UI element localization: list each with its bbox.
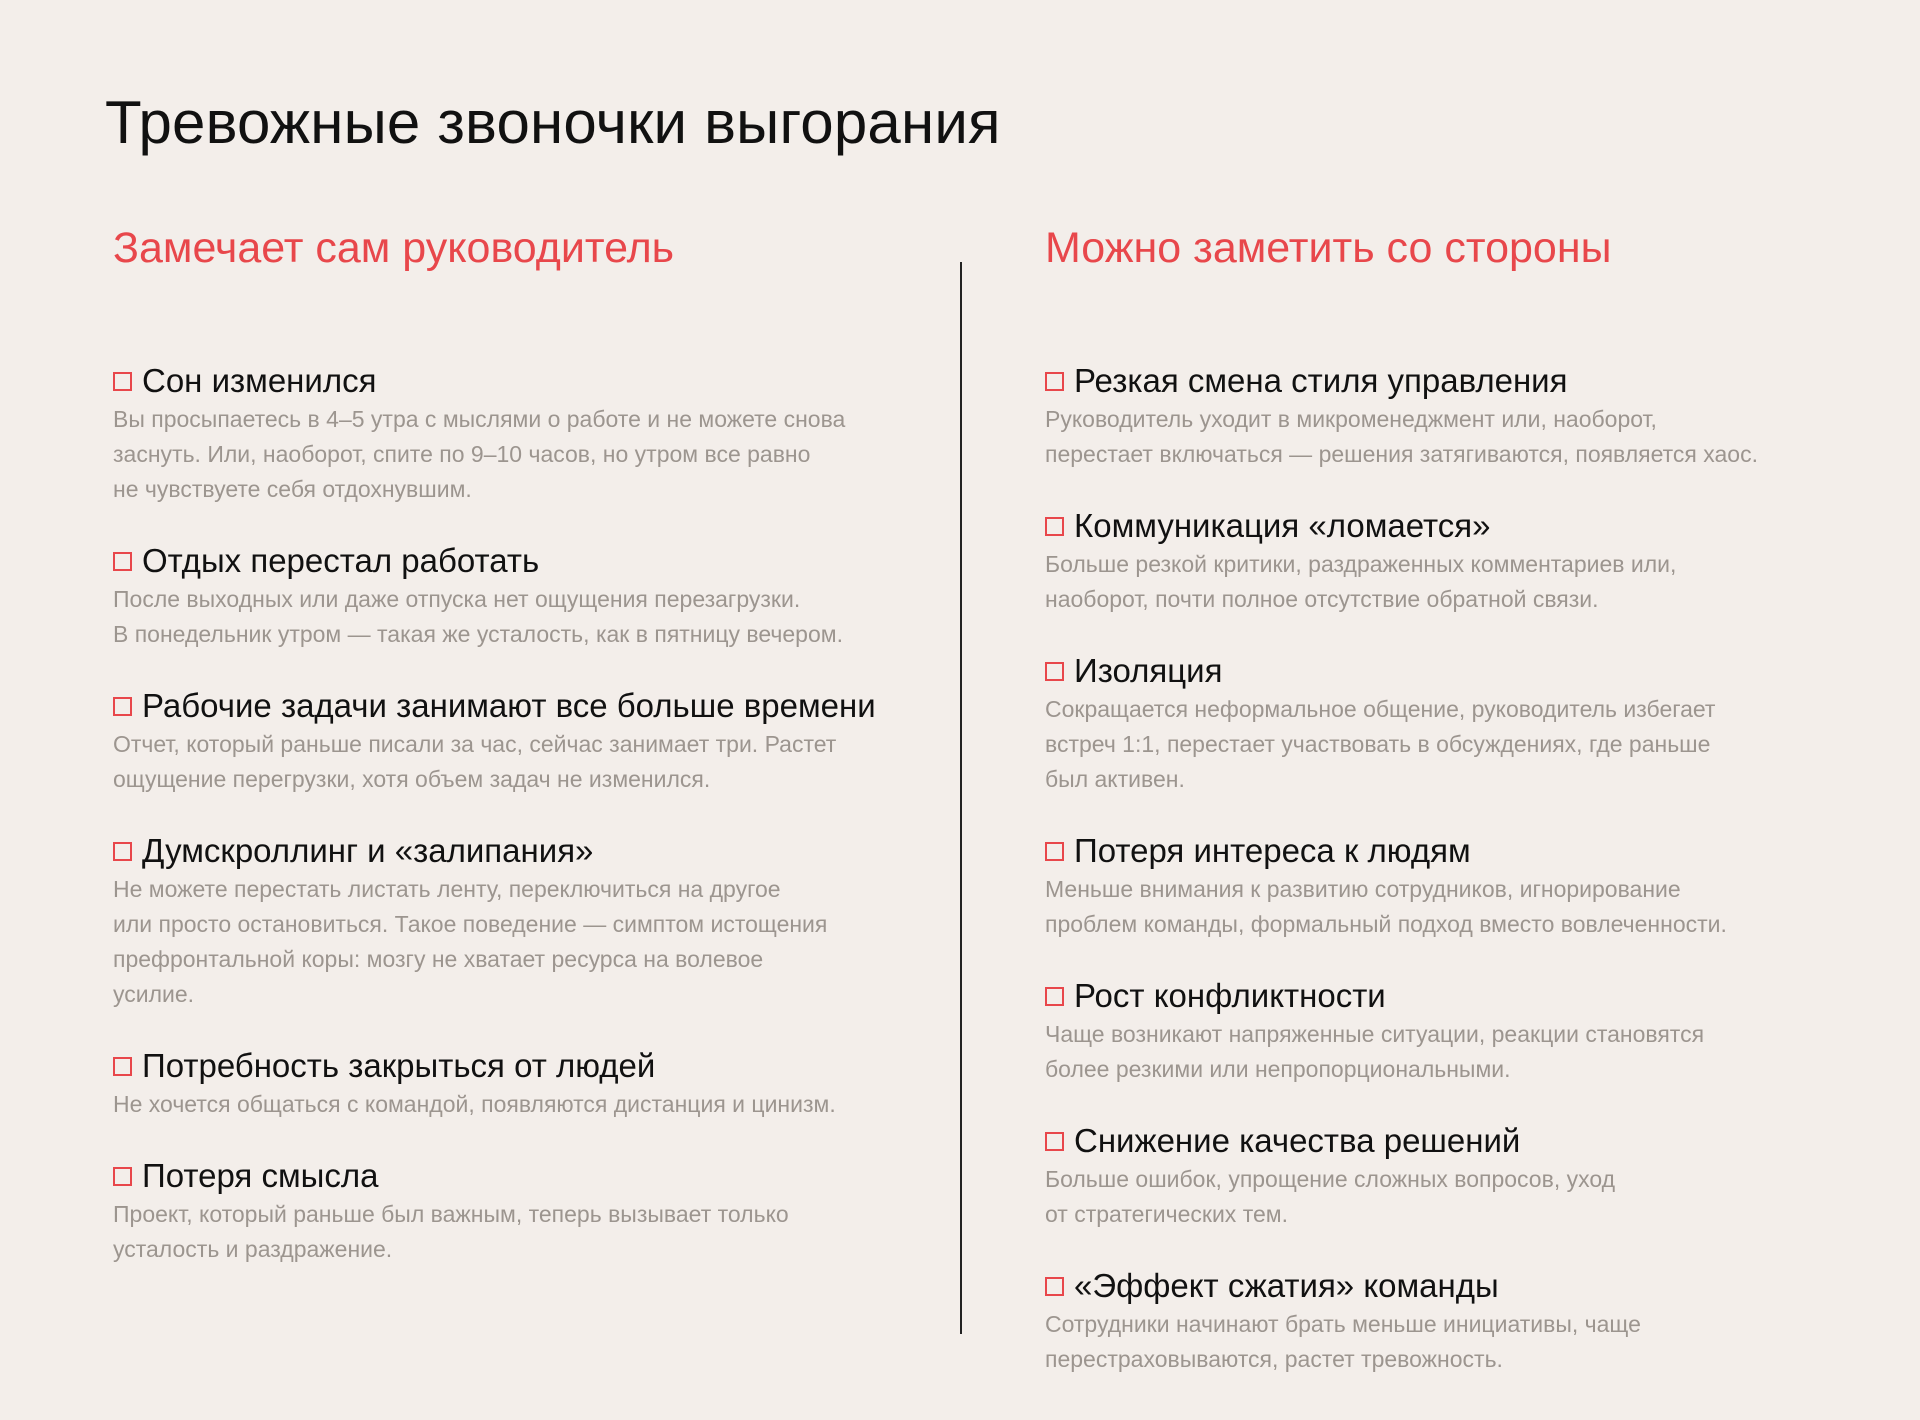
checkbox-icon[interactable] bbox=[1045, 842, 1064, 861]
checklist-item-title: Резкая смена стиля управления bbox=[1074, 362, 1568, 399]
checklist-item bbox=[1045, 832, 1885, 942]
checklist-item bbox=[1045, 652, 1885, 797]
checklist-item bbox=[1045, 1267, 1885, 1377]
checklist-item-description: Не можете перестать листать ленту, переключиться на другое или просто остановиться. Такое поведение — симптом истощения префронтальной коры: мозгу не хватает ресурса на волевое усилие. bbox=[113, 876, 828, 1007]
column-divider bbox=[960, 262, 962, 1334]
checkbox-icon[interactable] bbox=[113, 842, 132, 861]
checklist-item-title: Отдых перестал работать bbox=[142, 542, 540, 579]
checklist-item-title: Потребность закрыться от людей bbox=[142, 1047, 656, 1084]
checkbox-icon[interactable] bbox=[113, 1167, 132, 1186]
checkbox-icon[interactable] bbox=[113, 552, 132, 571]
checklist-item bbox=[113, 1157, 933, 1267]
checklist-item-title: Рабочие задачи занимают все больше времени bbox=[142, 687, 876, 724]
checklist-item bbox=[113, 687, 933, 797]
checklist-item bbox=[1045, 977, 1885, 1087]
checkbox-icon[interactable] bbox=[1045, 1132, 1064, 1151]
checklist-item-title: Снижение качества решений bbox=[1074, 1122, 1521, 1159]
checklist-item bbox=[113, 832, 933, 1012]
checklist-item-description: Не хочется общаться с командой, появляются дистанция и цинизм. bbox=[113, 1091, 836, 1117]
page-title: Тревожные звоночки выгорания bbox=[105, 89, 1001, 156]
checklist-item-description: Отчет, который раньше писали за час, сейчас занимает три. Растет ощущение перегрузки, хотя объем задач не изменился. bbox=[113, 731, 837, 792]
checklist-item-description: После выходных или даже отпуска нет ощущения перезагрузки. В понедельник утром — такая же усталость, как в пятницу вечером. bbox=[113, 586, 843, 647]
left-column bbox=[113, 220, 933, 1302]
checklist-item-title: Потеря интереса к людям bbox=[1074, 832, 1471, 869]
checklist-item-description: Вы просыпаетесь в 4–5 утра с мыслями о работе и не можете снова заснуть. Или, наоборот, спите по 9–10 часов, но утром все равно не чувствуете себя отдохнувшим. bbox=[113, 406, 846, 502]
checklist-item bbox=[113, 542, 933, 652]
checklist-item-title: Изоляция bbox=[1074, 652, 1223, 689]
checklist-item bbox=[1045, 507, 1885, 617]
checklist-item bbox=[113, 362, 933, 507]
checklist-item-title: «Эффект сжатия» команды bbox=[1074, 1267, 1499, 1304]
checkbox-icon[interactable] bbox=[113, 372, 132, 391]
checkbox-icon[interactable] bbox=[1045, 517, 1064, 536]
checkbox-icon[interactable] bbox=[1045, 662, 1064, 681]
checklist-item-title: Коммуникация «ломается» bbox=[1074, 507, 1491, 544]
checklist-item-description: Руководитель уходит в микроменеджмент или, наоборот, перестает включаться — решения затягиваются, появляется хаос. bbox=[1045, 406, 1758, 467]
left-column-heading: Замечает сам руководитель bbox=[113, 224, 675, 272]
checklist-item-description: Проект, который раньше был важным, теперь вызывает только усталость и раздражение. bbox=[113, 1201, 789, 1262]
checklist-item-title: Думскроллинг и «залипания» bbox=[142, 832, 594, 869]
checklist-item-description: Чаще возникают напряженные ситуации, реакции становятся более резкими или непропорциональными. bbox=[1045, 1021, 1705, 1082]
checkbox-icon[interactable] bbox=[113, 1057, 132, 1076]
checkbox-icon[interactable] bbox=[1045, 987, 1064, 1006]
checkbox-icon[interactable] bbox=[1045, 372, 1064, 391]
checklist-item-description: Больше резкой критики, раздраженных комментариев или, наоборот, почти полное отсутствие обратной связи. bbox=[1045, 551, 1677, 612]
checklist-item-title: Рост конфликтности bbox=[1074, 977, 1386, 1014]
checkbox-icon[interactable] bbox=[113, 697, 132, 716]
checklist-item-description: Меньше внимания к развитию сотрудников, игнорирование проблем команды, формальный подход вместо вовлеченности. bbox=[1045, 876, 1727, 937]
checkbox-icon[interactable] bbox=[1045, 1277, 1064, 1296]
checklist-item-title: Сон изменился bbox=[142, 362, 377, 399]
checklist-item-description: Сокращается неформальное общение, руководитель избегает встреч 1:1, перестает участвовать в обсуждениях, где раньше был активен. bbox=[1045, 696, 1716, 792]
checklist-item-title: Потеря смысла bbox=[142, 1157, 379, 1194]
checklist-item bbox=[1045, 362, 1885, 472]
right-column bbox=[1045, 220, 1885, 1412]
checklist-item-description: Сотрудники начинают брать меньше инициативы, чаще перестраховываются, растет тревожность. bbox=[1045, 1311, 1641, 1372]
checklist-item-description: Больше ошибок, упрощение сложных вопросов, уход от стратегических тем. bbox=[1045, 1166, 1616, 1227]
checklist-item bbox=[1045, 1122, 1885, 1232]
checklist-item bbox=[113, 1047, 933, 1122]
right-column-heading: Можно заметить со стороны bbox=[1045, 224, 1612, 272]
